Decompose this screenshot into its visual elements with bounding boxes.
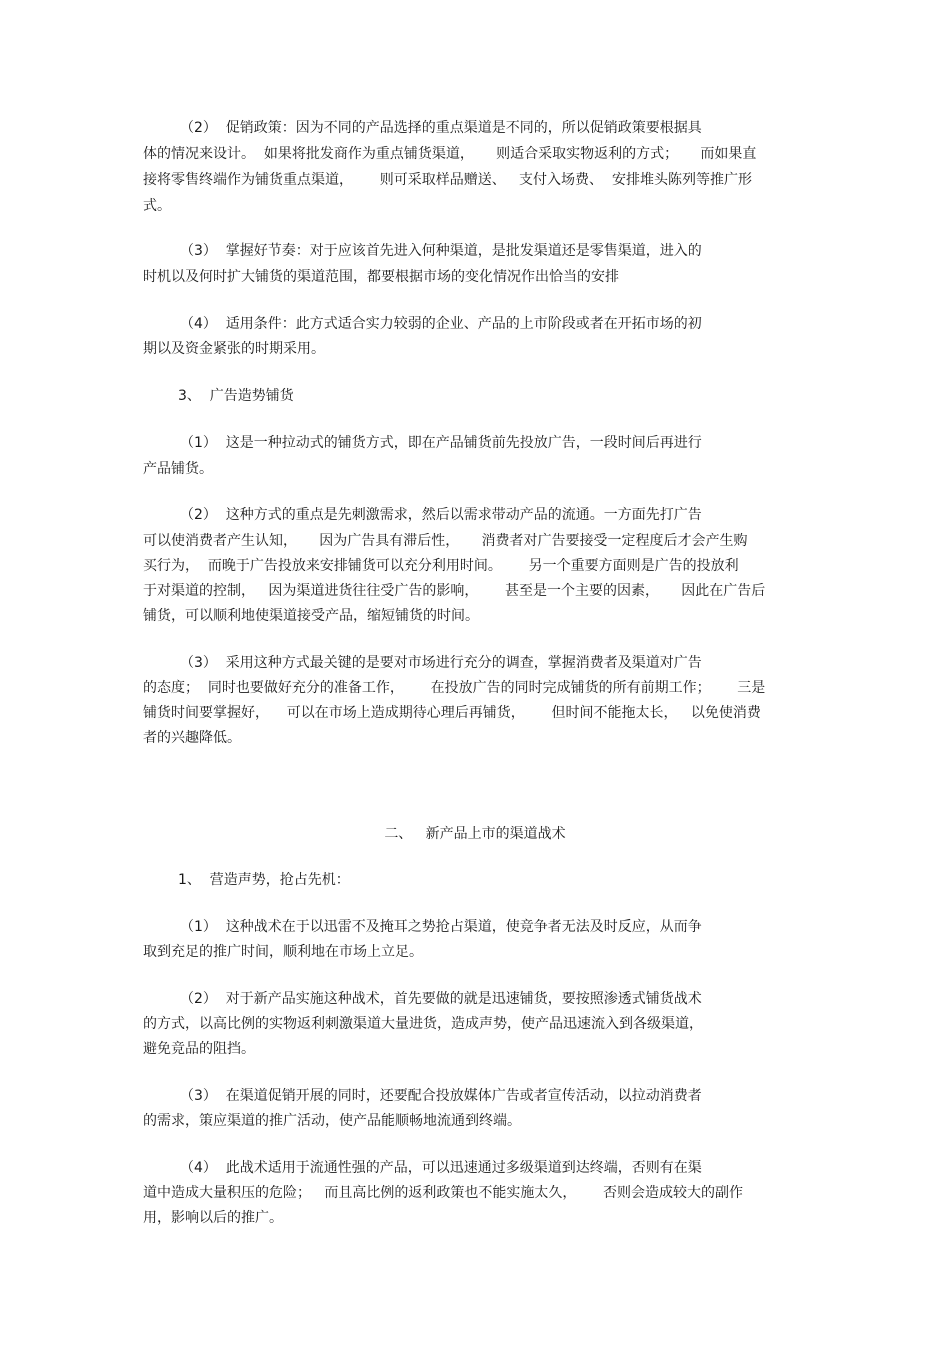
text-line: 于对渠道的控制， 因为渠道进货往往受广告的影响， 甚至是一个主要的因素， 因此在广告后 bbox=[143, 583, 766, 599]
text-line: 铺货时间要掌握好， 可以在市场上造成期待心理后再铺货， 但时间不能拖太长， 以免使消费 bbox=[143, 705, 761, 721]
text-line: （3） 掌握好节奏：对于应该首先进入何种渠道，是批发渠道还是零售渠道，进入的 bbox=[180, 243, 702, 259]
text-line: （1） 这种战术在于以迅雷不及掩耳之势抢占渠道，使竞争者无法及时反应，从而争 bbox=[180, 919, 702, 935]
text-line: 的需求，策应渠道的推广活动，使产品能顺畅地流通到终端。 bbox=[143, 1113, 521, 1129]
text-line: 用，影响以后的推广。 bbox=[143, 1210, 283, 1226]
text-line: （2） 对于新产品实施这种战术，首先要做的就是迅速铺货，要按照渗透式铺货战术 bbox=[180, 991, 702, 1007]
text-line: 买行为， 而晚于广告投放来安排铺货可以充分利用时间。 另一个重要方面则是广告的投放利 bbox=[143, 558, 739, 574]
text-line: （3） 采用这种方式最关键的是要对市场进行充分的调查，掌握消费者及渠道对广告 bbox=[180, 655, 702, 671]
text-line: 式。 bbox=[143, 198, 171, 214]
text-line: （4） 适用条件：此方式适合实力较弱的企业、产品的上市阶段或者在开拓市场的初 bbox=[180, 316, 702, 332]
text-line: 道中造成大量积压的危险； 而且高比例的返利政策也不能实施太久， 否则会造成较大的副作 bbox=[143, 1185, 744, 1201]
text-line: 取到充足的推广时间，顺利地在市场上立足。 bbox=[143, 944, 423, 960]
text-line: 铺货，可以顺利地使渠道接受产品，缩短铺货的时间。 bbox=[143, 608, 479, 624]
text-line: 可以使消费者产生认知， 因为广告具有滞后性， 消费者对广告要接受一定程度后才会产生购 bbox=[143, 533, 748, 549]
section-heading: 1、 营造声势，抢占先机： bbox=[178, 872, 350, 888]
text-line: （1） 这是一种拉动式的铺货方式，即在产品铺货前先投放广告，一段时间后再进行 bbox=[180, 435, 702, 451]
text-line: 体的情况来设计。 如果将批发商作为重点铺货渠道， 则适合采取实物返利的方式； 而如果直 bbox=[143, 146, 757, 162]
text-line: （2） 促销政策：因为不同的产品选择的重点渠道是不同的，所以促销政策要根据具 bbox=[180, 120, 702, 136]
text-line: 者的兴趣降低。 bbox=[143, 730, 241, 746]
text-line: 接将零售终端作为铺货重点渠道， 则可采取样品赠送、 支付入场费、 安排堆头陈列等推广形 bbox=[143, 172, 752, 188]
text-line: 的态度； 同时也要做好充分的准备工作， 在投放广告的同时完成铺货的所有前期工作； 三是 bbox=[143, 680, 766, 696]
text-line: （3） 在渠道促销开展的同时，还要配合投放媒体广告或者宣传活动，以拉动消费者 bbox=[180, 1088, 702, 1104]
text-line: 产品铺货。 bbox=[143, 461, 213, 477]
text-line: 期以及资金紧张的时期采用。 bbox=[143, 341, 325, 357]
chapter-heading: 二、 新产品上市的渠道战术 bbox=[384, 826, 566, 842]
text-line: 避免竞品的阻挡。 bbox=[143, 1041, 255, 1057]
section-heading: 3、 广告造势铺货 bbox=[178, 388, 294, 404]
text-line: （2） 这种方式的重点是先刺激需求，然后以需求带动产品的流通。一方面先打广告 bbox=[180, 507, 702, 523]
text-line: 时机以及何时扩大铺货的渠道范围，都要根据市场的变化情况作出恰当的安排 bbox=[143, 269, 619, 285]
text-line: 的方式，以高比例的实物返利刺激渠道大量进货，造成声势，使产品迅速流入到各级渠道， bbox=[143, 1016, 703, 1032]
text-line: （4） 此战术适用于流通性强的产品，可以迅速通过多级渠道到达终端，否则有在渠 bbox=[180, 1160, 702, 1176]
